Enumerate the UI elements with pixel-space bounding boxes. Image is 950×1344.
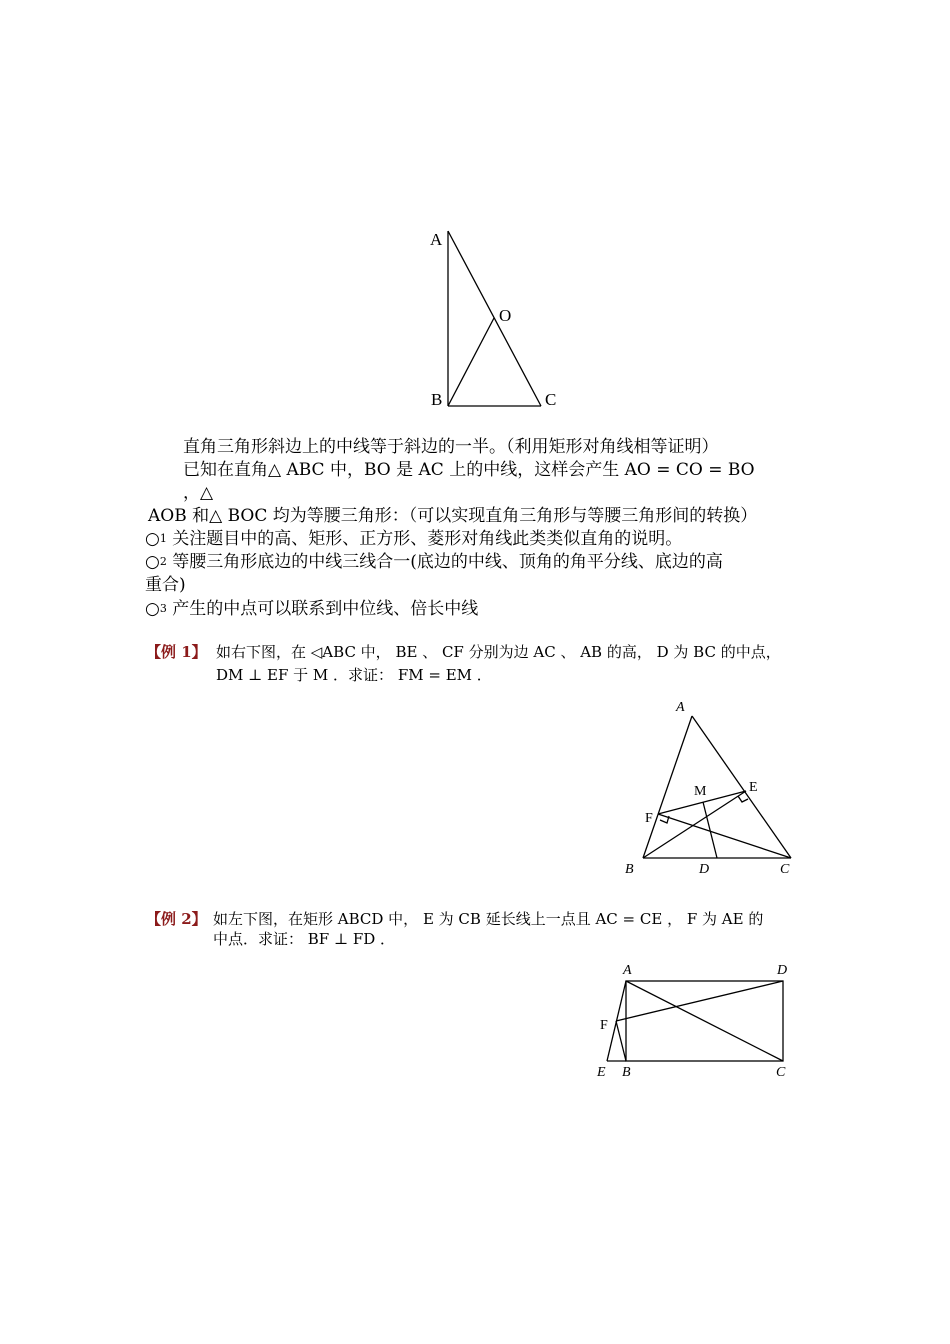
ex2-label-f: F	[600, 1018, 608, 1033]
label-c: C	[545, 390, 557, 409]
example-1-text-1: 如右下图，在 ◁ABC 中， BE 、 CF 分别为边 AC 、 AB 的高， D 为 BC 的中点，	[216, 643, 781, 661]
ex1-label-d: D	[699, 862, 710, 877]
theorem-line-1: 直角三角形斜边上的中线等于斜边的一半。（利用矩形对角线相等证明）	[183, 437, 719, 457]
circle-icon: ○	[145, 552, 160, 572]
label-o: O	[499, 306, 512, 325]
ex2-label-e: E	[597, 1065, 606, 1080]
ex2-label-d: D	[777, 963, 788, 978]
ex2-segment-bf	[616, 1021, 626, 1061]
note-1-text: 关注题目中的高、矩形、正方形、菱形对角线此类类似直角的说明。	[172, 529, 683, 549]
note-3-number: 3	[159, 602, 167, 615]
example-2-label: 【例 2】	[146, 910, 207, 928]
note-2-continued: 重合)	[145, 575, 186, 595]
ex2-diagonal-ac	[626, 981, 783, 1061]
ex1-label-c: C	[780, 862, 790, 877]
note-3-text: 产生的中点可以联系到中位线、倍长中线	[172, 599, 479, 619]
note-2-text: 等腰三角形底边的中线三线合一(底边的中线、顶角的角平分线、底边的高	[172, 552, 723, 572]
theorem-line-3: ，△	[183, 483, 214, 503]
theorem-line-2: 已知在直角△ ABC 中，BO 是 AC 上的中线，这样会产生 AO = CO = BO	[183, 460, 755, 480]
label-b: B	[431, 390, 443, 409]
circle-icon: ○	[145, 529, 160, 549]
note-1-number: 1	[159, 532, 167, 545]
ex2-label-a: A	[623, 963, 632, 978]
ex1-label-e: E	[749, 780, 758, 795]
label-a: A	[430, 230, 443, 249]
ex2-segment-fd	[616, 981, 783, 1021]
ex2-label-b: B	[622, 1065, 631, 1080]
ex1-label-f: F	[645, 811, 653, 826]
ex1-label-m: M	[694, 784, 707, 799]
ex2-label-c: C	[776, 1065, 786, 1080]
example-1-text-2: DM ⊥ EF 于 M ．求证： FM = EM ．	[216, 666, 492, 684]
example-1-label: 【例 1】	[146, 643, 207, 661]
ex1-label-a: A	[676, 700, 685, 715]
note-2-number: 2	[159, 555, 167, 568]
example-2-text-1: 如左下图，在矩形 ABCD 中， E 为 CB 延长线上一点且 AC = CE ， F 为 AE 的	[213, 910, 764, 928]
circle-icon: ○	[145, 599, 160, 619]
ex1-label-b: B	[625, 862, 634, 877]
example-2-text-2: 中点．求证： BF ⊥ FD ．	[213, 930, 396, 948]
theorem-line-4: AOB 和△ BOC 均为等腰三角形：（可以实现直角三角形与等腰三角形间的转换）	[148, 506, 758, 526]
